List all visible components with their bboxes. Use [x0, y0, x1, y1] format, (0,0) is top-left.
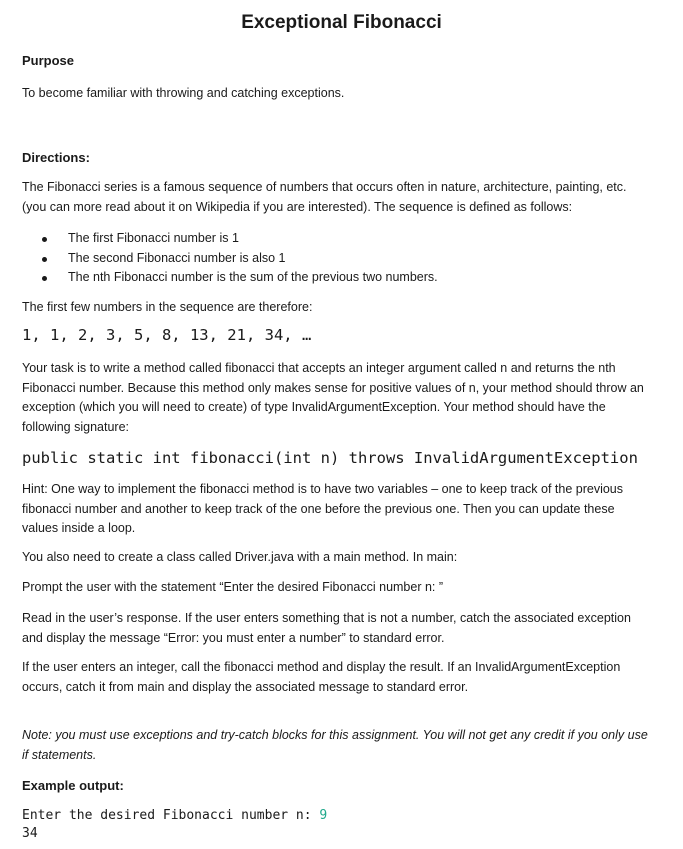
method-signature: public static int fibonacci(int n) throws InvalidArgumentException [22, 449, 638, 467]
list-item-text: The first Fibonacci number is 1 [68, 231, 239, 245]
page-title: Exceptional Fibonacci [241, 12, 442, 33]
integer-text: If the user enters an integer, call the fibonacci method and display the result. If an InvalidArgumentException occurs, catch it from main and display the associated message to standard error. [22, 660, 621, 694]
driver-text: You also need to create a class called Driver.java with a main method. In main: [22, 550, 458, 564]
fibonacci-sequence: 1, 1, 2, 3, 5, 8, 13, 21, 34, … [22, 326, 312, 344]
definition-list [40, 229, 438, 288]
list-item [40, 249, 438, 269]
list-item [40, 229, 438, 249]
list-item [40, 268, 438, 288]
first-few-text: The first few numbers in the sequence are therefore: [22, 300, 313, 314]
read-text: Read in the user’s response. If the user enters something that is not a number, catch the associated exception and display the message “Error: you must enter a number” to standard error. [22, 611, 631, 645]
directions-heading: Directions: [22, 150, 90, 165]
bullet-icon [42, 237, 47, 242]
list-item-text: The nth Fibonacci number is the sum of the previous two numbers. [68, 270, 438, 284]
purpose-heading: Purpose [22, 53, 75, 68]
example-output [22, 807, 327, 843]
directions-intro: The Fibonacci series is a famous sequence of numbers that occurs often in nature, architecture, painting, etc. (you can more read about it on Wikipedia if you are interested). The sequence is defined as follows: [22, 180, 627, 214]
hint-text: Hint: One way to implement the fibonacci method is to have two variables – one to keep track of the previous fibonacci number and another to keep track of the one before the previous one. Then you can update these values inside a loop. [22, 482, 624, 536]
output-input-value: 9 [319, 808, 328, 823]
bullet-icon [42, 257, 47, 262]
output-result: 34 [22, 826, 38, 841]
example-heading: Example output: [22, 778, 124, 793]
purpose-text: To become familiar with throwing and catching exceptions. [22, 86, 345, 100]
note-text: Note: you must use exceptions and try-catch blocks for this assignment. You will not get any credit if you only use if statements. [22, 728, 648, 762]
list-item-text: The second Fibonacci number is also 1 [68, 250, 286, 265]
prompt-text: Prompt the user with the statement “Enter the desired Fibonacci number n: ” [22, 580, 444, 594]
bullet-icon [42, 276, 47, 281]
output-prompt-line: Enter the desired Fibonacci number n: [22, 808, 320, 823]
task-text: Your task is to write a method called fibonacci that accepts an integer argument called n and returns the nth Fibonacci number. Because this method only makes sense for positive values of n, your method should throw an exception (which you will need to create) of type InvalidArgumentException. Your method should have the following signature: [22, 361, 644, 434]
